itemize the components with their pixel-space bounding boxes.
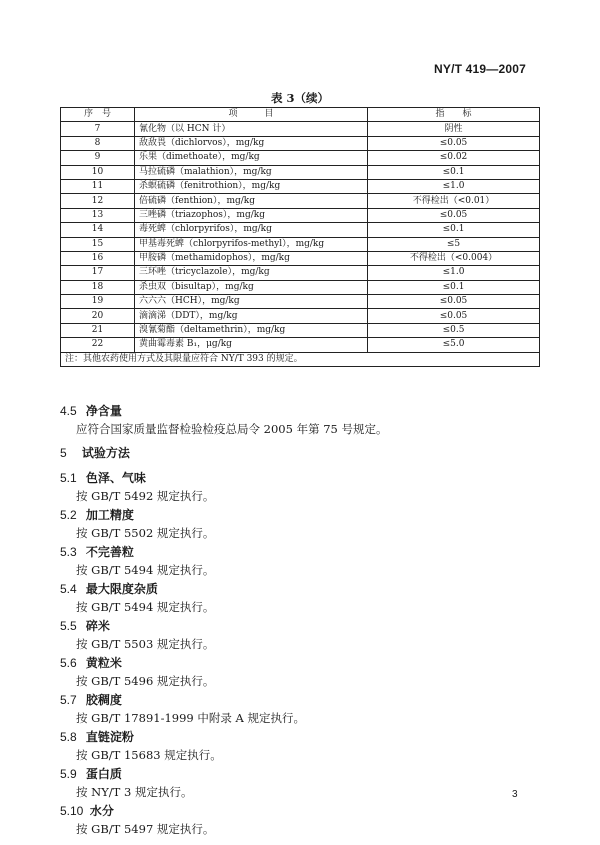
table-header-row xyxy=(61,108,540,122)
row-number: 14 xyxy=(61,223,135,237)
row-item: 甲基毒死蜱（chlorpyrifos-methyl），mg/kg xyxy=(135,237,368,251)
section-title: 黄粒米 xyxy=(85,656,122,670)
table-row xyxy=(61,208,540,222)
table-note: 注：其他农药使用方式及其限量应符合 NY/T 393 的规定。 xyxy=(61,352,540,366)
section-5-5 xyxy=(60,618,110,634)
section-number: 5 xyxy=(60,446,67,460)
table-row xyxy=(61,223,540,237)
section-title: 碎米 xyxy=(85,619,110,633)
row-item: 马拉硫磷（malathion），mg/kg xyxy=(135,165,368,179)
row-item: 毒死蜱（chlorpyrifos），mg/kg xyxy=(135,223,368,237)
row-limit: 不得检出（<0.004） xyxy=(368,251,540,265)
row-number: 11 xyxy=(61,179,135,193)
section-number: 5.10 xyxy=(60,804,84,818)
row-number: 16 xyxy=(61,251,135,265)
section-number: 5.9 xyxy=(60,767,77,781)
section-5-9 xyxy=(60,766,122,782)
section-4-5 xyxy=(60,403,122,419)
section-title: 水分 xyxy=(89,804,114,818)
section-number: 5.3 xyxy=(60,545,77,559)
row-item: 杀螟硫磷（fenitrothion），mg/kg xyxy=(135,179,368,193)
section-5-6 xyxy=(60,655,122,671)
row-limit: ≤0.1 xyxy=(368,280,540,294)
table-row xyxy=(61,266,540,280)
row-limit: ≤0.05 xyxy=(368,136,540,150)
row-item: 甲胺磷（methamidophos），mg/kg xyxy=(135,251,368,265)
row-number: 9 xyxy=(61,151,135,165)
row-item: 黄曲霉毒素 B₁，μg/kg xyxy=(135,338,368,352)
row-number: 7 xyxy=(61,122,135,136)
section-title: 色泽、气味 xyxy=(85,471,146,485)
row-limit: ≤0.05 xyxy=(368,295,540,309)
row-item: 滴滴涕（DDT），mg/kg xyxy=(135,309,368,323)
section-title: 蛋白质 xyxy=(85,767,122,781)
row-limit: ≤0.05 xyxy=(368,208,540,222)
table-row xyxy=(61,165,540,179)
section-text: 按 GB/T 5494 规定执行。 xyxy=(76,600,215,614)
table-row xyxy=(61,136,540,150)
row-number: 15 xyxy=(61,237,135,251)
row-limit: ≤5 xyxy=(368,237,540,251)
row-item: 三唑磷（triazophos），mg/kg xyxy=(135,208,368,222)
section-title: 直链淀粉 xyxy=(85,730,134,744)
row-number: 18 xyxy=(61,280,135,294)
row-number: 20 xyxy=(61,309,135,323)
limits-table xyxy=(60,107,540,367)
section-title: 最大限度杂质 xyxy=(85,582,158,596)
row-limit: ≤1.0 xyxy=(368,179,540,193)
row-item: 敌敌畏（dichlorvos），mg/kg xyxy=(135,136,368,150)
section-number: 5.6 xyxy=(60,656,77,670)
row-item: 杀虫双（bisultap），mg/kg xyxy=(135,280,368,294)
section-5-3 xyxy=(60,544,134,560)
row-item: 溴氰菊酯（deltamethrin），mg/kg xyxy=(135,323,368,337)
section-text: 按 GB/T 15683 规定执行。 xyxy=(76,748,222,762)
row-limit: ≤0.02 xyxy=(368,151,540,165)
section-title: 净含量 xyxy=(85,404,122,418)
table-row xyxy=(61,338,540,352)
section-title: 加工精度 xyxy=(85,508,134,522)
section-text: 按 GB/T 5503 规定执行。 xyxy=(76,637,215,651)
table-row xyxy=(61,323,540,337)
section-text: 应符合国家质量监督检验检疫总局令 2005 年第 75 号规定。 xyxy=(76,422,388,436)
section-text: 按 GB/T 5494 规定执行。 xyxy=(76,563,215,577)
row-limit: ≤0.1 xyxy=(368,165,540,179)
section-5-4 xyxy=(60,581,158,597)
section-text: 按 NY/T 3 规定执行。 xyxy=(76,785,193,799)
section-number: 5.1 xyxy=(60,471,77,485)
row-number: 10 xyxy=(61,165,135,179)
row-limit: 不得检出（<0.01） xyxy=(368,194,540,208)
row-number: 19 xyxy=(61,295,135,309)
section-text: 按 GB/T 5496 规定执行。 xyxy=(76,674,215,688)
section-5-7 xyxy=(60,692,122,708)
row-limit: ≤1.0 xyxy=(368,266,540,280)
standard-code: NY/T 419—2007 xyxy=(434,62,526,76)
section-5-10 xyxy=(60,803,114,819)
column-header-limit: 指 标 xyxy=(368,108,540,122)
row-number: 8 xyxy=(61,136,135,150)
table-caption: 表 3（续） xyxy=(270,91,329,105)
section-number: 5.4 xyxy=(60,582,77,596)
section-5-8 xyxy=(60,729,134,745)
section-number: 5.5 xyxy=(60,619,77,633)
page-number: 3 xyxy=(512,789,518,800)
row-item: 六六六（HCH），mg/kg xyxy=(135,295,368,309)
row-number: 13 xyxy=(61,208,135,222)
section-5 xyxy=(60,445,130,461)
section-5-2 xyxy=(60,507,134,523)
table-row xyxy=(61,251,540,265)
row-item: 乐果（dimethoate），mg/kg xyxy=(135,151,368,165)
column-header-item: 项 目 xyxy=(135,108,368,122)
section-5-1 xyxy=(60,470,146,486)
row-limit: ≤5.0 xyxy=(368,338,540,352)
column-header-number: 序 号 xyxy=(61,108,135,122)
table-row xyxy=(61,280,540,294)
section-title: 不完善粒 xyxy=(85,545,134,559)
section-text: 按 GB/T 17891-1999 中附录 A 规定执行。 xyxy=(76,711,305,725)
section-text: 按 GB/T 5502 规定执行。 xyxy=(76,526,215,540)
row-number: 21 xyxy=(61,323,135,337)
row-limit: ≤0.5 xyxy=(368,323,540,337)
table-row xyxy=(61,179,540,193)
section-number: 4.5 xyxy=(60,404,77,418)
section-title: 试验方法 xyxy=(81,446,130,460)
row-limit: ≤0.05 xyxy=(368,309,540,323)
row-number: 12 xyxy=(61,194,135,208)
row-number: 22 xyxy=(61,338,135,352)
table-row xyxy=(61,194,540,208)
row-item: 倍硫磷（fenthion），mg/kg xyxy=(135,194,368,208)
table-row xyxy=(61,122,540,136)
section-number: 5.7 xyxy=(60,693,77,707)
row-number: 17 xyxy=(61,266,135,280)
section-number: 5.8 xyxy=(60,730,77,744)
section-text: 按 GB/T 5492 规定执行。 xyxy=(76,489,215,503)
row-item: 氰化物（以 HCN 计） xyxy=(135,122,368,136)
table-row xyxy=(61,151,540,165)
table-note-row xyxy=(61,352,540,366)
table-row xyxy=(61,237,540,251)
section-number: 5.2 xyxy=(60,508,77,522)
row-limit: ≤0.1 xyxy=(368,223,540,237)
section-title: 胶稠度 xyxy=(85,693,122,707)
table-row xyxy=(61,309,540,323)
row-item: 三环唑（tricyclazole），mg/kg xyxy=(135,266,368,280)
section-text: 按 GB/T 5497 规定执行。 xyxy=(76,822,215,836)
table-row xyxy=(61,295,540,309)
row-limit: 阴性 xyxy=(368,122,540,136)
